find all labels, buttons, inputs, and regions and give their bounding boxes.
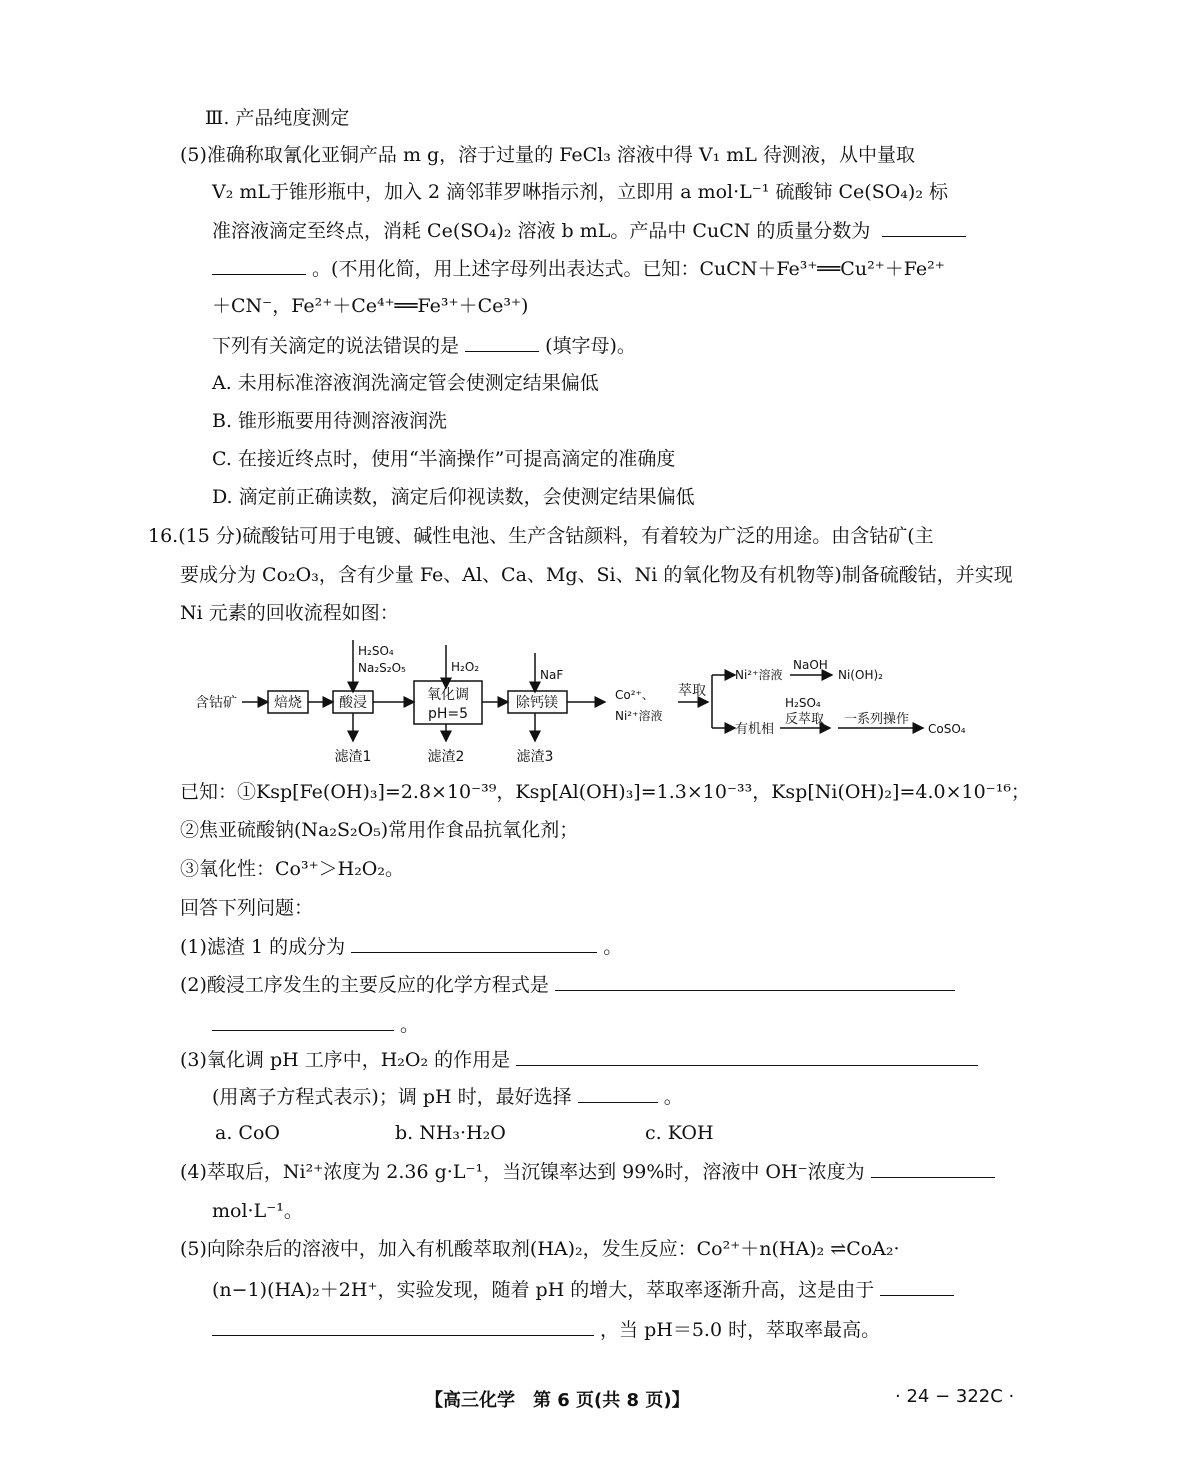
q5-end: ，当 pH＝5.0 时，萃取率最高。 [600, 1319, 881, 1341]
option-c: C. 在接近终点时，使用“半滴操作”可提高滴定的准确度 [212, 448, 676, 470]
answer-blank-wrong-option[interactable] [465, 331, 539, 352]
paper-code: · 24 − 322C · [895, 1386, 1015, 1407]
flow-organic-phase: 有机相 [735, 722, 775, 737]
q4-unit: mol·L⁻¹。 [212, 1200, 303, 1222]
answer-blank-q3-choice[interactable] [578, 1082, 658, 1103]
q16-line3: Ni 元素的回收流程如图： [180, 602, 399, 624]
flow-box-remove-ca-mg: 除钙镁 [516, 695, 558, 711]
q5-line2-row [212, 1275, 954, 1304]
q3-row [180, 1045, 978, 1074]
answer-blank-q2-cont[interactable] [212, 1010, 394, 1031]
flow-box-oxidize: 氧化调 [427, 687, 469, 703]
flow-solution-co: Co²⁺、 [615, 688, 654, 702]
q2-end: 。 [400, 1014, 420, 1036]
flow-solution-ni: Ni²⁺溶液 [615, 709, 663, 723]
q3-option-a: a. CoO [215, 1122, 280, 1144]
flow-input-h2so4: H₂SO₄ [358, 644, 394, 658]
answer-blank-q2[interactable] [555, 970, 955, 991]
flow-box-acid-leach: 酸浸 [339, 695, 367, 711]
answer-blank-mass-fraction[interactable] [882, 216, 966, 237]
flow-ni-solution: Ni²⁺溶液 [735, 668, 783, 682]
q3-option-c: c. KOH [645, 1122, 714, 1144]
q1-end: 。 [603, 936, 623, 958]
q5a-line5: ＋CN⁻，Fe²⁺＋Ce⁴⁺══Fe³⁺＋Ce³⁺) [212, 295, 529, 317]
flow-residue-2: 滤渣2 [427, 749, 465, 765]
answer-blank-mass-fraction-cont[interactable] [212, 254, 306, 275]
flow-input-h2o2: H₂O₂ [451, 660, 480, 674]
q2-text: (2)酸浸工序发生的主要反应的化学方程式是 [180, 974, 549, 996]
known-1: 已知：①Ksp[Fe(OH)₃]=2.8×10⁻³⁹，Ksp[Al(OH)₃]=1.3×10⁻³³，Ksp[Ni(OH)₂]=4.0×10⁻¹⁶； [180, 781, 1030, 803]
flow-residue-3: 滤渣3 [516, 749, 554, 765]
q3b-end: 。 [663, 1086, 683, 1108]
flow-back-extract: 反萃取 [785, 712, 825, 727]
q3-text: (3)氧化调 pH 工序中，H₂O₂ 的作用是 [180, 1049, 511, 1071]
flow-h2so4-back: H₂SO₄ [785, 696, 821, 710]
q16-line2: 要成分为 Co₂O₃，含有少量 Fe、Al、Ca、Mg、Si、Ni 的氧化物及有机物等)制备硫酸钴，并实现 [180, 564, 1013, 586]
q5a-line1: (5)准确称取氰化亚铜产品 m g，溶于过量的 FeCl₃ 溶液中得 V₁ mL 待测液，从中量取 [180, 144, 915, 166]
q5a-ask: 下列有关滴定的说法错误的是 [212, 335, 460, 357]
section-title: Ⅲ. 产品纯度测定 [205, 107, 350, 129]
option-b: B. 锥形瓶要用待测溶液润洗 [212, 410, 448, 432]
q3b-row [212, 1082, 683, 1111]
q5a-line3: 准溶液滴定至终点，消耗 Ce(SO₄)₂ 溶液 b mL。产品中 CuCN 的质量分数为 [212, 220, 871, 242]
answer-blank-q4[interactable] [871, 1157, 995, 1178]
page-footer: 【高三化学 第 6 页(共 8 页)】 [425, 1390, 690, 1411]
known-2: ②焦亚硫酸钠(Na₂S₂O₅)常用作食品抗氧化剂； [180, 819, 579, 841]
q5a-line4: 。(不用化简，用上述字母列出表达式。已知：CuCN＋Fe³⁺══Cu²⁺＋Fe²⁺ [312, 258, 945, 280]
option-a: A. 未用标准溶液润洗滴定管会使测定结果偏低 [212, 372, 599, 394]
q5a-ask-row [212, 331, 636, 360]
q3b-text: (用离子方程式表示)；调 pH 时，最好选择 [212, 1086, 572, 1108]
q5-line1: (5)向除杂后的溶液中，加入有机酸萃取剂(HA)₂，发生反应：Co²⁺＋n(HA)₂ ⇌CoA₂· [180, 1238, 900, 1260]
q3-option-b: b. NH₃·H₂O [395, 1122, 506, 1144]
process-flow-diagram [190, 635, 990, 770]
q5-line3-row [212, 1315, 880, 1344]
flow-box-ph: pH=5 [427, 706, 469, 722]
q5a-line2: V₂ mL于锥形瓶中，加入 2 滴邻菲罗啉指示剂，立即用 a mol·L⁻¹ 硫酸铈 Ce(SO₄)₂ 标 [212, 181, 948, 203]
answer-blank-q1[interactable] [351, 932, 597, 953]
flow-series-ops: 一系列操作 [844, 712, 910, 727]
flow-box-roast: 焙烧 [274, 695, 302, 711]
flow-input-naf: NaF [540, 668, 564, 682]
flow-ni-oh2: Ni(OH)₂ [838, 668, 883, 682]
questions-intro: 回答下列问题： [180, 897, 314, 919]
flow-residue-1: 滤渣1 [334, 749, 372, 765]
q1-text: (1)滤渣 1 的成分为 [180, 936, 346, 958]
q5-line2: (n−1)(HA)₂＋2H⁺，实验发现，随着 pH 的增大，萃取率逐渐升高，这是由于 [212, 1279, 875, 1301]
option-d: D. 滴定前正确读数，滴定后仰视读数，会使测定结果偏低 [212, 486, 695, 508]
answer-blank-q3[interactable] [516, 1045, 978, 1066]
q1-row [180, 932, 622, 961]
flow-input-na2s2o5: Na₂S₂O₅ [358, 661, 406, 675]
q4-text: (4)萃取后，Ni²⁺浓度为 2.36 g·L⁻¹，当沉镍率达到 99%时，溶液中 OH⁻浓度为 [180, 1161, 865, 1183]
flow-start: 含钴矿 [195, 695, 237, 711]
q2-cont-row [212, 1010, 419, 1039]
answer-blank-q5-cont[interactable] [212, 1315, 594, 1336]
q5a-line3-row [212, 216, 966, 245]
flow-extract: 萃取 [678, 683, 706, 699]
answer-blank-q5[interactable] [880, 1275, 954, 1296]
q2-row [180, 970, 955, 999]
q5a-line4-row [212, 254, 945, 283]
flow-naoh: NaOH [793, 658, 828, 672]
known-3: ③氧化性：Co³⁺＞H₂O₂。 [180, 858, 405, 880]
q4-row [180, 1157, 995, 1186]
q16-line1: 16.(15 分)硫酸钴可用于电镀、碱性电池、生产含钴颜料，有着较为广泛的用途。由含钴矿(主 [148, 525, 934, 547]
q5a-ask-tail: (填字母)。 [545, 335, 636, 357]
flow-coso4: CoSO₄ [928, 722, 966, 736]
